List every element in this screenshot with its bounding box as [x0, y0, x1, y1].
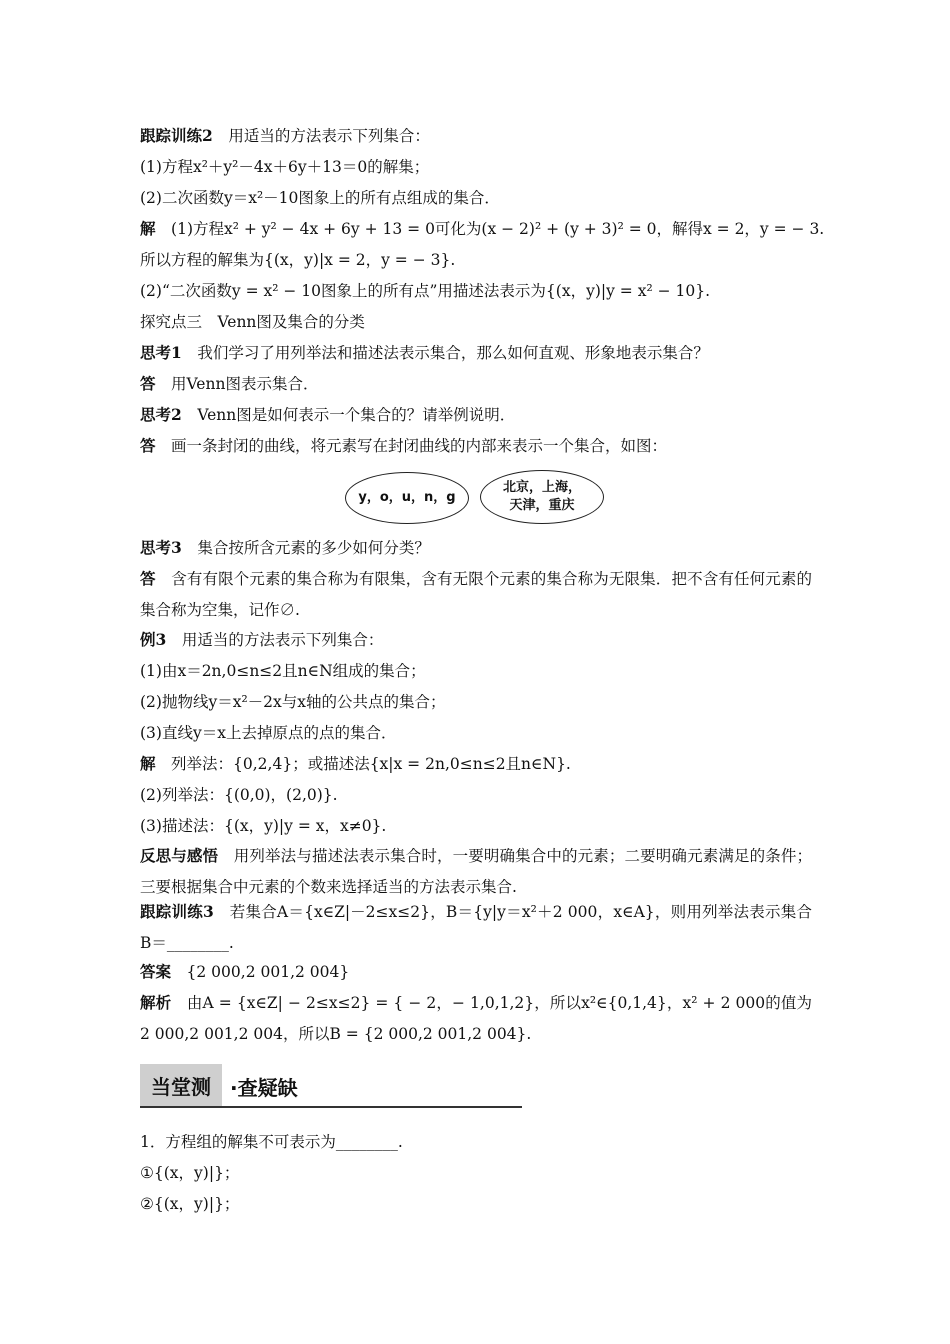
label: 跟踪训练3 — [140, 902, 214, 921]
example-3-item-2 — [140, 692, 812, 712]
section-tag: 当堂测 — [140, 1064, 222, 1106]
text: 用适当的方法表示下列集合： — [181, 631, 384, 649]
text: 探究点三 Venn图及集合的分类 — [140, 313, 365, 331]
solution-line-3 — [140, 281, 812, 301]
text: 所以方程的解集为{(x，y)|x = 2，y = − 3}. — [140, 251, 456, 269]
reflection — [140, 840, 812, 903]
solution-line-2 — [140, 250, 812, 270]
venn-ellipse-letters — [345, 472, 469, 524]
text: 1．方程组的解集不可表示为________. — [140, 1133, 403, 1151]
think-2 — [140, 405, 812, 425]
option-1 — [140, 1163, 812, 1183]
text: 若集合A＝{x∈Z|－2≤x≤2}，B＝{y|y＝x²＋2 000，x∈A}，则用列举法表示集合B＝________. — [140, 903, 812, 952]
label: 思考1 — [140, 343, 182, 362]
example-3-item-1 — [140, 661, 812, 681]
label: 反思与感悟 — [140, 846, 219, 865]
label: 解 — [140, 754, 156, 773]
option-2 — [140, 1194, 812, 1214]
text: 我们学习了用列举法和描述法表示集合，那么如何直观、形象地表示集合？ — [197, 344, 709, 362]
venn-ellipse-cities — [480, 470, 604, 524]
example-3-solution-1 — [140, 754, 812, 774]
text: (1)方程x²＋y²－4x＋6y＋13＝0的解集； — [140, 158, 430, 176]
text: 列举法：{0,2,4}；或描述法{x|x = 2n,0≤n≤2且n∈N}. — [171, 755, 571, 773]
label: 思考2 — [140, 405, 182, 424]
practice-2-item-1 — [140, 157, 812, 177]
venn-left-label: y，o，u，n，g — [358, 490, 456, 505]
section-divider — [140, 1106, 522, 1108]
text: Venn图是如何表示一个集合的？请举例说明． — [197, 406, 516, 424]
venn-right-label-2: 天津，重庆 — [509, 498, 575, 513]
practice-3 — [140, 896, 812, 959]
label: 思考3 — [140, 538, 182, 557]
section-title: ·查疑缺 — [230, 1076, 298, 1100]
text: 集合按所含元素的多少如何分类？ — [197, 539, 430, 557]
label: 跟踪训练2 — [140, 126, 213, 145]
question-1 — [140, 1132, 812, 1152]
text: (2)二次函数y＝x²－10图象上的所有点组成的集合． — [140, 189, 500, 207]
text: (2)抛物线y＝x²－2x与x轴的公共点的集合； — [140, 693, 446, 711]
answer-2 — [140, 436, 812, 456]
example-3-heading — [140, 630, 812, 650]
label: 答 — [140, 436, 156, 455]
venn-diagram — [345, 470, 605, 528]
label: 答 — [140, 374, 156, 393]
text: (1)方程x² + y² − 4x + 6y + 13 = 0可化为(x − 2)² + (y + 3)² = 0，解得x = 2，y = − 3. — [171, 220, 825, 238]
text: (3)描述法：{(x，y)|y = x，x≠0}. — [140, 817, 387, 835]
think-1 — [140, 343, 812, 363]
text: (1)由x＝2n,0≤n≤2且n∈N组成的集合； — [140, 662, 426, 680]
text: 用Venn图表示集合． — [171, 375, 319, 393]
label: 答 — [140, 569, 156, 588]
text: 含有有限个元素的集合称为有限集，含有无限个元素的集合称为无限集．把不含有任何元素的集合称为空集，记作∅. — [140, 570, 812, 619]
section-heading-venn — [140, 312, 812, 332]
venn-right-label-1: 北京，上海， — [502, 480, 581, 495]
label: 答案 — [140, 962, 172, 981]
solution-line-1 — [140, 219, 825, 239]
label: 解 — [140, 219, 156, 238]
section-header — [140, 1064, 522, 1108]
example-3-item-3 — [140, 723, 812, 743]
text: (2)列举法：{(0,0)，(2,0)}. — [140, 786, 338, 804]
text: ①{(x，y)|}； — [140, 1164, 240, 1182]
text: 用适当的方法表示下列集合： — [228, 127, 430, 145]
practice-3-answer — [140, 962, 812, 982]
practice-2-item-2 — [140, 188, 812, 208]
text: (3)直线y＝x上去掉原点的点的集合． — [140, 724, 397, 742]
text: 画一条封闭的曲线，将元素写在封闭曲线的内部来表示一个集合，如图： — [171, 437, 668, 455]
text: {2 000,2 001,2 004} — [186, 963, 350, 981]
label: 例3 — [140, 630, 167, 649]
text: ②{(x，y)|}； — [140, 1195, 240, 1213]
practice-2-heading — [140, 126, 812, 146]
label: 解析 — [140, 993, 172, 1012]
think-3 — [140, 538, 812, 558]
practice-3-analysis — [140, 987, 812, 1050]
text: 用列举法与描述法表示集合时，一要明确集合中的元素；二要明确元素满足的条件；三要根据集合中元素的个数来选择适当的方法表示集合. — [140, 847, 812, 896]
text: 由A = {x∈Z| − 2≤x≤2} = { − 2，− 1,0,1,2}，所以x²∈{0,1,4}，x² + 2 000的值为2 000,2 001,2 004，所以B = {2 000,2 001,2 004}. — [140, 994, 812, 1043]
answer-3 — [140, 563, 812, 626]
example-3-solution-3 — [140, 816, 812, 836]
text: (2)“二次函数y = x² − 10图象上的所有点”用描述法表示为{(x，y)|y = x² − 10}. — [140, 282, 711, 300]
answer-1 — [140, 374, 812, 394]
example-3-solution-2 — [140, 785, 812, 805]
